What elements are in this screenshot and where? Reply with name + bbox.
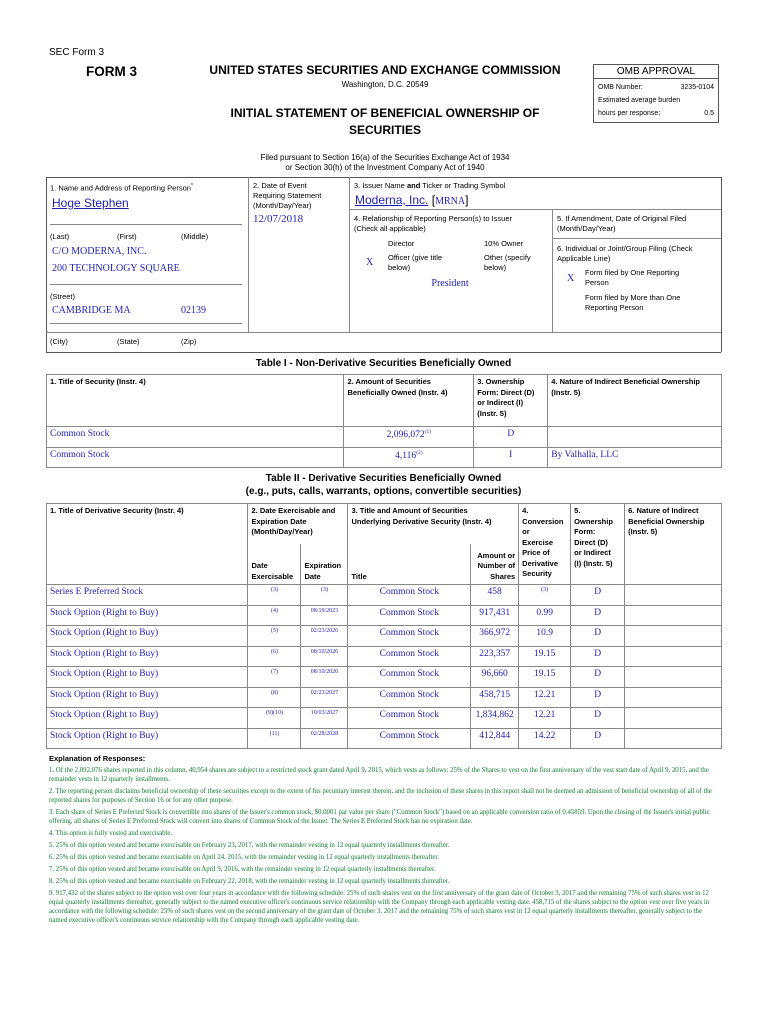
nature-of-ownership: [625, 585, 722, 606]
expiration-date-2: Date: [304, 571, 321, 581]
table2-col5-header-6: (I) (Instr. 5): [574, 558, 613, 568]
date-exercisable: (7): [248, 667, 301, 688]
table-row: [47, 667, 722, 688]
exercise-price: 12.21: [519, 708, 571, 729]
explanation-title: Explanation of Responses:: [49, 754, 146, 763]
table-row: [47, 585, 722, 606]
box3-label-prefix: 3. Issuer Name: [354, 181, 407, 190]
date-exercisable: (9)(10): [248, 708, 301, 729]
security-title: Common Stock: [47, 447, 344, 468]
table2-col4-header-2: Conversion: [522, 516, 564, 526]
nature-of-ownership: By Valhalla, LLC: [548, 447, 722, 468]
table2-col6-header: [625, 504, 722, 585]
middle-label: (Middle): [181, 232, 209, 241]
omb-hours: 0.5: [704, 110, 714, 117]
amount-value: 4,116: [395, 450, 417, 461]
expiration-date: 08/10/2026: [301, 646, 348, 667]
footnote-ref: (2): [416, 449, 423, 456]
exercise-price: 19.15: [519, 646, 571, 667]
box1-label-text: 1. Name and Address of Reporting Person: [50, 183, 191, 193]
table2-header-row: [47, 504, 722, 545]
nature-of-ownership: [625, 646, 722, 667]
address-line-1: C/O MODERNA, INC.: [52, 246, 147, 257]
box2-label: [253, 181, 321, 211]
table-row: [47, 728, 722, 749]
nature-of-ownership: [625, 626, 722, 647]
table2-date-exercisable-header: [248, 544, 301, 585]
table2-col1-header: 1. Title of Derivative Security (Instr. 4): [47, 504, 248, 585]
footnote: 2. The reporting person disclaims beneficial ownership of these securities except to the extent of his pecuniary interest therein, and the inclusion of these shares in this report shall not be deemed an admission of beneficial ownership of all of the reported shares for purposes of Section 16 or for any other purpose.: [49, 788, 712, 804]
table2: [46, 503, 722, 749]
more-person-label-1: Form filed by More than One: [585, 293, 681, 302]
box4-label-2: (Check all applicable): [354, 224, 426, 233]
table2-col4-header-7: Security: [522, 569, 552, 578]
nature-of-ownership: [625, 728, 722, 749]
exercise-price: 10.9: [519, 626, 571, 647]
amount-header-2: Number of: [477, 561, 516, 570]
nature-of-ownership: [625, 708, 722, 729]
underlying-shares: 412,844: [471, 728, 519, 749]
expiration-date: 02/23/2026: [301, 626, 348, 647]
ownership-form: D: [571, 728, 625, 749]
footnote: 9. 917,432 of the shares subject to the option vest over four years in accordance with the following schedule: 25% of such shares vest on the first anniversary of the grant date of October 3, 2017 and the remaining 75% of such shares vest in 12 equal quarterly installments thereafter, generally subject to the named executive officer's continuous service relationship with the Company through each applicable vesting date. 458,715 of the shares subject to the option vest over five years in accordance with the following schedule: 25% of such shares vest on the second anniversary of the grant date of October 3, 2017 and the remaining 75% of such shares vest in 12 equal quarterly installments thereafter, generally subject to the named executive officer's continuous service relationship with the Company through each applicable vesting date.: [49, 890, 710, 924]
amount-value: 2,096,072: [386, 430, 425, 441]
city-value: CAMBRIDGE MA: [52, 305, 131, 316]
table1-col4-header-1: 4. Nature of Indirect Beneficial Ownership: [551, 377, 701, 386]
box1-asterisk: *: [190, 183, 194, 189]
ten-percent-owner-label: 10% Owner: [484, 239, 524, 248]
table-row: [47, 646, 722, 667]
ownership-form: D: [571, 626, 625, 647]
table-row: [47, 687, 722, 708]
table2-col5-header-1: 5.: [574, 506, 581, 515]
table-row: [47, 427, 722, 448]
omb-approval-box: [593, 64, 719, 126]
address-line-2: 200 TECHNOLOGY SQUARE: [52, 263, 180, 274]
one-person-label-1: Form filed by One Reporting: [585, 268, 680, 277]
box3-label-suffix: Ticker or Trading Symbol: [420, 181, 506, 190]
table1: [46, 374, 722, 468]
table2-col5-header-3: Form:: [574, 527, 596, 536]
table2-col4-header-3: or: [522, 527, 530, 536]
table2-col3-header: [348, 504, 519, 545]
exercise-price: 14.22: [519, 728, 571, 749]
table2-col4-header-4: Exercise: [522, 537, 554, 547]
box3-label: [354, 181, 505, 190]
date-exercisable-2: Exercisable: [251, 571, 294, 581]
nature-of-ownership: [548, 427, 722, 448]
table2-col6-header-3: (Instr. 5): [628, 527, 658, 536]
more-person-label-2: Reporting Person: [585, 303, 644, 312]
box2-label-3: (Month/Day/Year): [253, 201, 312, 210]
exercise-price: 12.21: [519, 687, 571, 708]
state-label: (State): [117, 337, 140, 346]
expiration-date: 02/28/2028: [301, 728, 348, 749]
expiration-date-1: Expiration: [304, 561, 342, 570]
table1-col4-header: [548, 375, 722, 427]
ownership-form: D: [571, 667, 625, 688]
derivative-title: Stock Option (Right to Buy): [47, 646, 248, 667]
nature-of-ownership: [625, 687, 722, 708]
table2-col2-header: [248, 504, 348, 545]
underlying-title: Common Stock: [348, 646, 471, 667]
omb-burden-label: Estimated average burden: [598, 97, 681, 104]
table1-title: Table I - Non-Derivative Securities Beneficially Owned: [255, 358, 512, 369]
derivative-title: Stock Option (Right to Buy): [47, 667, 248, 688]
table2-title: [46, 472, 721, 498]
date-exercisable: (3): [248, 585, 301, 606]
date-exercisable: (11): [248, 728, 301, 749]
table1-col2-header: [344, 375, 474, 427]
table2-col6-header-2: Beneficial Ownership: [628, 516, 705, 526]
box4-label-1: 4. Relationship of Reporting Person(s) to Issuer: [354, 214, 512, 223]
officer-title: President: [431, 278, 469, 289]
omb-hours-label: hours per response:: [598, 110, 661, 117]
date-exercisable: (8): [248, 687, 301, 708]
table2-title-1: Table II - Derivative Securities Beneficially Owned: [265, 473, 502, 484]
derivative-title: Stock Option (Right to Buy): [47, 708, 248, 729]
table1-col1-header: 1. Title of Security (Instr. 4): [47, 375, 344, 427]
expiration-date: 08/19/2023: [301, 605, 348, 626]
underlying-title: Common Stock: [348, 728, 471, 749]
ownership-form: I: [474, 447, 548, 468]
date-exercisable: (6): [248, 646, 301, 667]
amount-header-1: Amount or: [477, 550, 516, 560]
nature-of-ownership: [625, 667, 722, 688]
ownership-form: D: [571, 605, 625, 626]
table1-col3-header-3: or Indirect (I): [477, 398, 524, 407]
table2-col4-header-1: 4.: [522, 506, 529, 515]
table2-expiration-header: [301, 544, 348, 585]
box5-label: [557, 214, 686, 234]
ownership-form: D: [474, 427, 548, 448]
issuer: [355, 193, 468, 207]
ticker-bracket-left: [: [431, 193, 436, 207]
derivative-title: Series E Preferred Stock: [47, 585, 248, 606]
amount-owned: [344, 427, 474, 448]
filed-pursuant: [185, 153, 585, 173]
table1-col3-header-1: 3. Ownership: [477, 377, 525, 386]
box6-label-1: 6. Individual or Joint/Group Filing (Check: [557, 244, 693, 253]
other-label-2: below): [484, 263, 507, 272]
zip-label: (Zip): [181, 337, 197, 346]
box1-label: [50, 183, 193, 193]
table1-col3-header-4: (Instr. 5): [477, 408, 507, 418]
exercise-price: 0.99: [519, 605, 571, 626]
director-label: Director: [388, 239, 415, 248]
derivative-title: Stock Option (Right to Buy): [47, 687, 248, 708]
expiration-date: 08/10/2026: [301, 667, 348, 688]
table1-col3-header: [474, 375, 548, 427]
officer-checkmark: X: [366, 257, 374, 268]
other-label-1: Other (specify: [484, 253, 531, 262]
agency-location: Washington, D.C. 20549: [341, 80, 429, 89]
exercise-price: 19.15: [519, 667, 571, 688]
omb-number-label: OMB Number:: [598, 84, 643, 91]
box3-label-and: and: [406, 181, 421, 190]
more-person-label: [585, 293, 680, 313]
table2-col6-header-1: 6. Nature of Indirect: [628, 506, 699, 515]
underlying-title: Common Stock: [348, 708, 471, 729]
table2-col5-header-4: Direct (D): [574, 537, 608, 547]
box2-label-2: Requiring Statement: [253, 191, 322, 200]
table2-amount-header: [471, 544, 519, 585]
underlying-shares: 917,431: [471, 605, 519, 626]
table-row: [47, 447, 722, 468]
box5-label-1: 5. If Amendment, Date of Original Filed: [557, 214, 687, 223]
table1-col2-header-2: Beneficially Owned (Instr. 4): [347, 387, 448, 397]
table1-col4-header-2: (Instr. 5): [551, 387, 581, 397]
table2-title-2: (e.g., puts, calls, warrants, options, convertible securities): [245, 486, 522, 497]
box4-label: [354, 214, 512, 234]
table2-col4-header: [519, 504, 571, 585]
omb-number: 3235-0104: [680, 84, 714, 91]
table2-col5-header-2: Ownership: [574, 516, 613, 526]
box6-label: [557, 244, 692, 264]
agency-title: UNITED STATES SECURITIES AND EXCHANGE COMMISSION: [209, 63, 561, 77]
box6-label-2: Applicable Line): [557, 254, 611, 263]
box5-label-2: (Month/Day/Year): [557, 224, 616, 233]
reporting-person-name-link[interactable]: Hoge Stephen: [52, 196, 129, 210]
last-label: (Last): [50, 232, 70, 241]
officer-label-2: below): [388, 263, 411, 272]
expiration-date: 10/03/2027: [301, 708, 348, 729]
filed-line-2: or Section 30(h) of the Investment Company Act of 1940: [285, 163, 485, 172]
ownership-form: D: [571, 687, 625, 708]
first-label: (First): [117, 232, 137, 241]
statement-title-line-1: INITIAL STATEMENT OF BENEFICIAL OWNERSHIP OF: [230, 106, 540, 120]
ticker-bracket-right: ]: [465, 193, 469, 207]
one-person-label: [585, 268, 679, 288]
table1-col3-header-2: Form: Direct (D): [477, 387, 535, 397]
nature-of-ownership: [625, 605, 722, 626]
other-label: [484, 253, 531, 273]
ticker-symbol: MRNA: [435, 196, 466, 207]
underlying-shares: 96,660: [471, 667, 519, 688]
table2-col5-header-5: or Indirect: [574, 548, 611, 557]
underlying-shares: 1,834,862: [471, 708, 519, 729]
table-row: [47, 605, 722, 626]
explanation-notes: [49, 766, 721, 928]
ownership-form: D: [571, 646, 625, 667]
one-person-checkmark: X: [567, 273, 575, 284]
table2-col4-header-6: Derivative: [522, 558, 559, 568]
table2-col2-header-2: Expiration Date: [251, 516, 307, 526]
one-person-label-2: Person: [585, 278, 609, 287]
footnote: 3. Each share of Series E Preferred Stock is convertible into shares of the Issuer's common stock, $0.0001 par value per share ("Common Stock") based on an applicable conversion ratio of 0.45859. Upon the closing of the Issuer's initial public offering, all shares of Series E Preferred Stock will convert into shares of Common Stock of the Issuer. The Series E Preferred Stock has no expiration date.: [49, 809, 710, 825]
ownership-form: D: [571, 585, 625, 606]
footnote: 8. 25% of this option vested and became exercisable on February 22, 2018, with the remainder vesting in 12 equal quarterly installments thereafter.: [49, 878, 450, 885]
table2-underlying-title-header: Title: [348, 544, 471, 585]
underlying-shares: 458: [471, 585, 519, 606]
statement-title-line-2: SECURITIES: [348, 123, 421, 137]
table2-col2-header-3: (Month/Day/Year): [251, 527, 313, 536]
underlying-title: Common Stock: [348, 626, 471, 647]
derivative-title: Stock Option (Right to Buy): [47, 605, 248, 626]
underlying-shares: 458,715: [471, 687, 519, 708]
underlying-shares: 366,972: [471, 626, 519, 647]
issuer-name-link[interactable]: Moderna, Inc.: [355, 193, 429, 207]
table1-col2-header-1: 2. Amount of Securities: [347, 377, 431, 386]
street-label: (Street): [50, 292, 76, 301]
underlying-title: Common Stock: [348, 585, 471, 606]
amount-header-3: Shares: [490, 571, 516, 581]
footnote: 5. 25% of this option vested and became exercisable on February 23, 2017, with the remainder vesting in 12 equal quarterly installments thereafter.: [49, 842, 450, 849]
security-title: Common Stock: [47, 427, 344, 448]
statement-title: [190, 105, 580, 139]
amount-owned: [344, 447, 474, 468]
table2-col4-header-5: Price of: [522, 548, 550, 557]
zip-value: 02139: [181, 305, 206, 316]
underlying-title: Common Stock: [348, 667, 471, 688]
exercise-price: (3): [519, 585, 571, 606]
event-date: 12/07/2018: [253, 213, 304, 225]
city-label: (City): [50, 337, 68, 346]
table2-col5-header: [571, 504, 625, 585]
ownership-form: D: [571, 708, 625, 729]
footnote: 1. Of the 2,092,076 shares reported in this column, 40,954 shares are subject to a restricted stock grant dated April 9, 2015, which vests as follows: 25% of the Shares to vest on the first anniversary of the vest start date of April 9, 2015, and the remainder vests in 12 quarterly installments.: [49, 767, 709, 783]
table2-body: [47, 585, 722, 749]
table2-col3-header-1: 3. Title and Amount of Securities: [351, 506, 468, 515]
derivative-title: Stock Option (Right to Buy): [47, 626, 248, 647]
box2-label-1: 2. Date of Event: [253, 181, 307, 190]
officer-label: [388, 253, 442, 273]
table-row: [47, 626, 722, 647]
footnote: 6. 25% of this option vested and became exercisable on April 24, 2015, with the remainder vesting in 12 equal quarterly installments thereafter.: [49, 854, 439, 861]
footnote: 4. This option is fully vested and exercisable.: [49, 830, 173, 837]
expiration-date: 02/23/2027: [301, 687, 348, 708]
footnote: 7. 25% of this option vested and became exercisable on April 9, 2016, with the remainder vesting in 12 equal quarterly installments thereafter.: [49, 866, 436, 873]
omb-title: OMB APPROVAL: [593, 64, 719, 79]
date-exercisable-1: Date: [251, 561, 268, 570]
underlying-title: Common Stock: [348, 605, 471, 626]
sec-form-label: SEC Form 3: [49, 47, 105, 58]
expiration-date: (3): [301, 585, 348, 606]
officer-label-1: Officer (give title: [388, 253, 443, 262]
footnote-ref: (1): [424, 429, 432, 435]
filed-line-1: Filed pursuant to Section 16(a) of the Securities Exchange Act of 1934: [260, 153, 510, 162]
date-exercisable: (5): [248, 626, 301, 647]
table-row: [47, 708, 722, 729]
underlying-shares: 223,357: [471, 646, 519, 667]
form-number: FORM 3: [86, 64, 138, 79]
derivative-title: Stock Option (Right to Buy): [47, 728, 248, 749]
underlying-title: Common Stock: [348, 687, 471, 708]
table1-header-row: [47, 375, 722, 427]
date-exercisable: (4): [248, 605, 301, 626]
table2-col3-header-2: Underlying Derivative Security (Instr. 4): [351, 516, 492, 526]
table2-col2-header-1: 2. Date Exercisable and: [251, 506, 336, 515]
